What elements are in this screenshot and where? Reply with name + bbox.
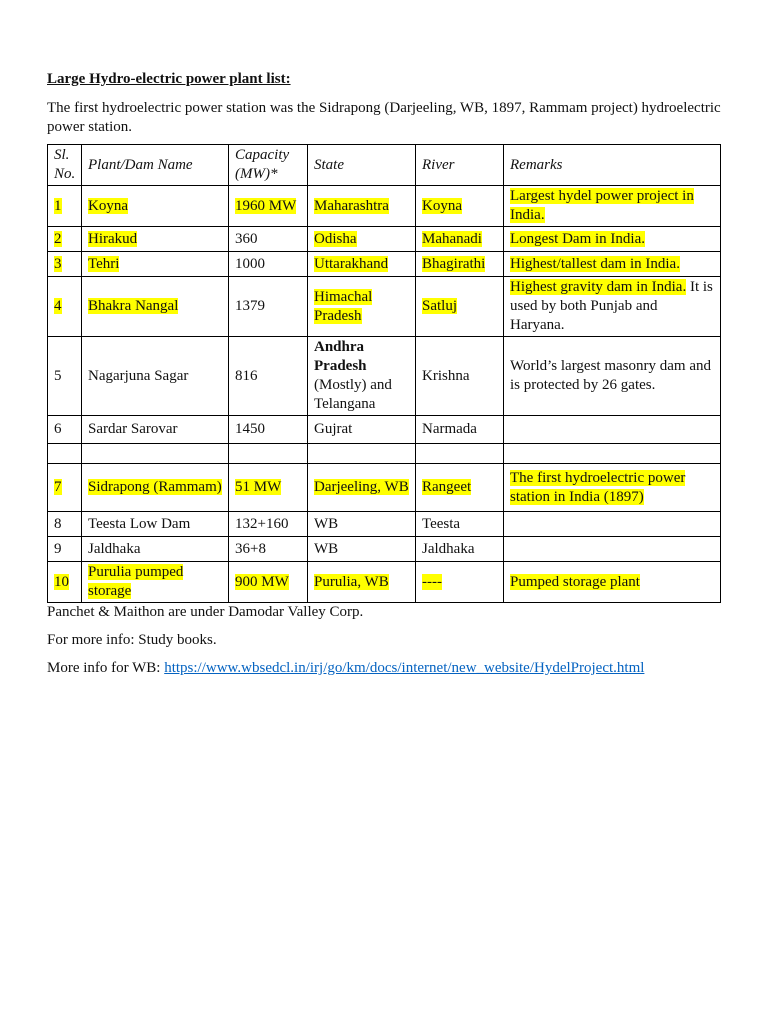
cell-name: Sardar Sarovar [82, 416, 229, 444]
cell-remarks [504, 537, 721, 562]
cell-river: Mahanadi [416, 227, 504, 252]
table-row [48, 512, 721, 537]
cell-name: Koyna [82, 186, 229, 227]
footer-note-dvc: Panchet & Maithon are under Damodar Valley Corp. [47, 604, 364, 620]
cell-name: Hirakud [82, 227, 229, 252]
cell-name: Jaldhaka [82, 537, 229, 562]
cell-remarks: World’s largest masonry dam and is protected by 26 gates. [504, 337, 721, 416]
cell-river: Narmada [416, 416, 504, 444]
cell-river: Rangeet [416, 464, 504, 512]
cell-remarks: Highest gravity dam in India. It is used by both Punjab and Haryana. [504, 277, 721, 337]
cell-capacity: 51 MW [229, 464, 308, 512]
table-row [48, 186, 721, 227]
table-row [48, 277, 721, 337]
cell-capacity: 900 MW [229, 562, 308, 603]
cell-river: Satluj [416, 277, 504, 337]
cell-capacity: 36+8 [229, 537, 308, 562]
cell-name: Purulia pumped storage [82, 562, 229, 603]
cell-name: Teesta Low Dam [82, 512, 229, 537]
cell-name: Bhakra Nangal [82, 277, 229, 337]
header-state: State [308, 145, 416, 186]
cell-river: ---- [416, 562, 504, 603]
header-capacity: Capacity (MW)* [229, 145, 308, 186]
cell-capacity: 1450 [229, 416, 308, 444]
document-title: Large Hydro-electric power plant list: [47, 71, 291, 87]
cell-remarks [504, 512, 721, 537]
cell-state: Andhra Pradesh (Mostly) and Telangana [308, 337, 416, 416]
cell-state: Himachal Pradesh [308, 277, 416, 337]
hydro-plants-table [47, 144, 721, 603]
cell-river: Jaldhaka [416, 537, 504, 562]
footer-more-info [47, 660, 644, 677]
cell-remarks: Longest Dam in India. [504, 227, 721, 252]
cell-river: Teesta [416, 512, 504, 537]
cell-state: Uttarakhand [308, 252, 416, 277]
cell-state: WB [308, 512, 416, 537]
table-row [48, 537, 721, 562]
cell-capacity: 1000 [229, 252, 308, 277]
cell-remarks: Largest hydel power project in India. [504, 186, 721, 227]
cell-state: Gujrat [308, 416, 416, 444]
cell-state: Maharashtra [308, 186, 416, 227]
table-row [48, 464, 721, 512]
cell-remarks: Highest/tallest dam in India. [504, 252, 721, 277]
table-row [48, 227, 721, 252]
header-river: River [416, 145, 504, 186]
cell-sl: 8 [48, 512, 82, 537]
cell-sl: 6 [48, 416, 82, 444]
cell-sl: 2 [48, 227, 82, 252]
cell-state: Darjeeling, WB [308, 464, 416, 512]
cell-capacity: 132+160 [229, 512, 308, 537]
table-row [48, 252, 721, 277]
table-row [48, 416, 721, 444]
cell-river: Koyna [416, 186, 504, 227]
cell-sl: 1 [48, 186, 82, 227]
cell-sl: 10 [48, 562, 82, 603]
cell-sl: 9 [48, 537, 82, 562]
cell-remarks [504, 416, 721, 444]
intro-paragraph: The first hydroelectric power station was the Sidrapong (Darjeeling, WB, 1897, Rammam project) hydroelectric power station. [47, 100, 721, 135]
table-row [48, 562, 721, 603]
cell-river: Krishna [416, 337, 504, 416]
cell-name: Tehri [82, 252, 229, 277]
table-header-row [48, 145, 721, 186]
cell-river: Bhagirathi [416, 252, 504, 277]
cell-capacity: 1379 [229, 277, 308, 337]
table-row [48, 337, 721, 416]
wbsedcl-link[interactable]: https://www.wbsedcl.in/irj/go/km/docs/internet/new_website/HydelProject.html [164, 660, 645, 676]
header-name: Plant/Dam Name [82, 145, 229, 186]
cell-state: WB [308, 537, 416, 562]
cell-sl: 5 [48, 337, 82, 416]
cell-sl: 7 [48, 464, 82, 512]
header-sl: Sl. No. [48, 145, 82, 186]
cell-sl: 4 [48, 277, 82, 337]
cell-remarks: Pumped storage plant [504, 562, 721, 603]
more-info-label: More info for WB: [47, 660, 165, 676]
cell-remarks: The first hydroelectric power station in India (1897) [504, 464, 721, 512]
cell-capacity: 360 [229, 227, 308, 252]
cell-capacity: 816 [229, 337, 308, 416]
cell-sl: 3 [48, 252, 82, 277]
cell-capacity: 1960 MW [229, 186, 308, 227]
cell-state: Odisha [308, 227, 416, 252]
empty-table-row [48, 444, 721, 464]
cell-state: Purulia, WB [308, 562, 416, 603]
header-remarks: Remarks [504, 145, 721, 186]
cell-name: Nagarjuna Sagar [82, 337, 229, 416]
cell-name: Sidrapong (Rammam) [82, 464, 229, 512]
footer-note-books: For more info: Study books. [47, 632, 217, 648]
